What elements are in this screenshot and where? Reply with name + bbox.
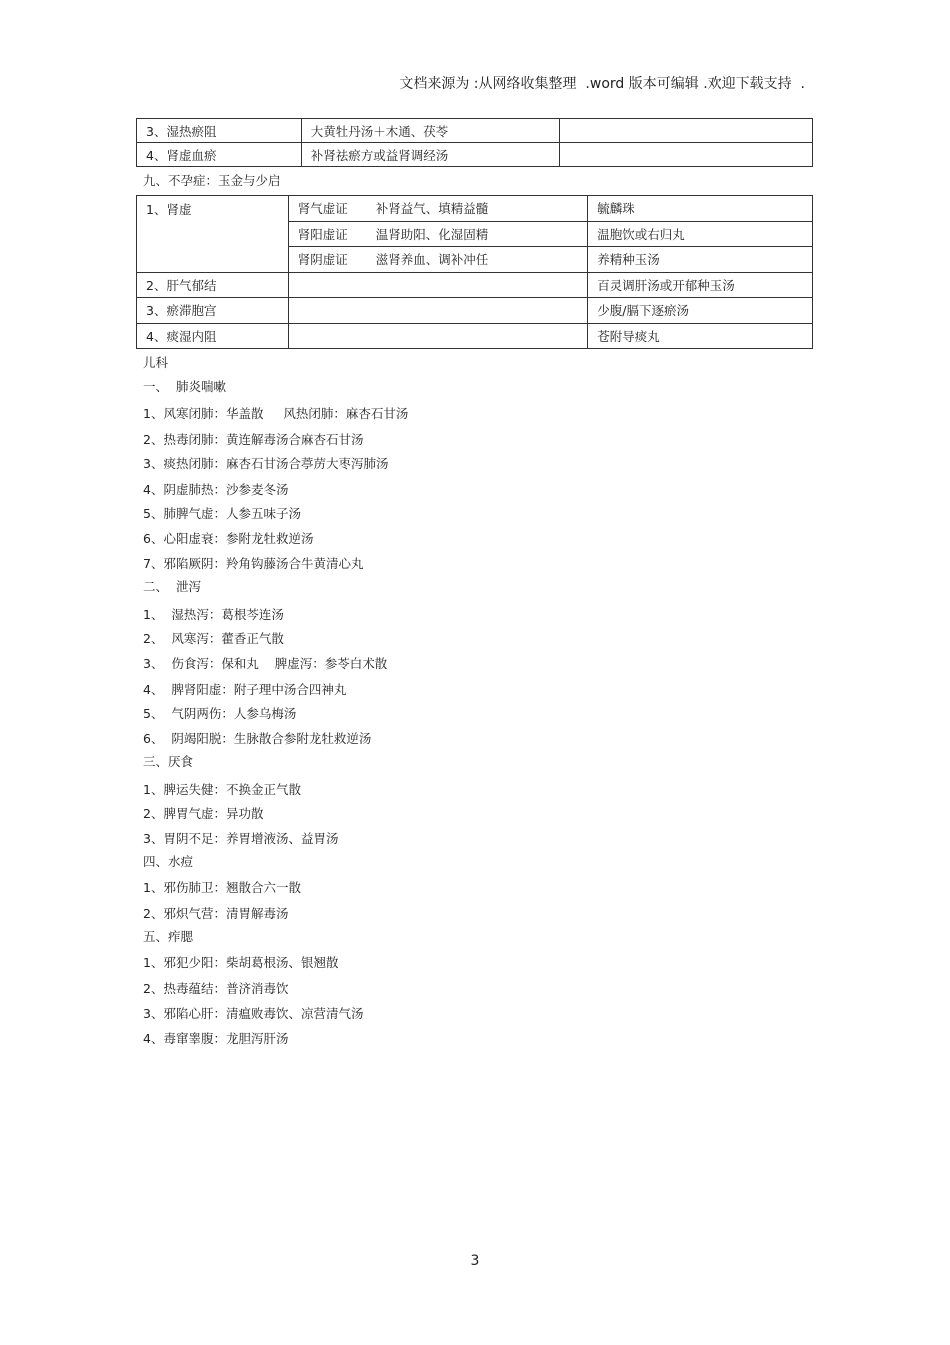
table-row xyxy=(137,298,813,324)
table-cell xyxy=(288,196,588,222)
list-item: 5、肺脾气虚：人参五味子汤 xyxy=(143,506,301,521)
section-heading: 一、 肺炎喘嗽 xyxy=(143,379,226,394)
list-item: 1、 湿热泻：葛根芩连汤 xyxy=(143,607,284,622)
list-item: 6、心阳虚衰：参附龙牡救逆汤 xyxy=(143,531,314,546)
section-heading: 九、不孕症：玉金与少启 xyxy=(143,173,281,188)
table-cell xyxy=(559,143,812,167)
section-heading: 四、水痘 xyxy=(143,854,194,869)
list-item: 3、 伤食泻：保和丸 脾虚泻：参苓白术散 xyxy=(143,656,388,671)
list-item: 1、风寒闭肺：华盖散 风热闭肺：麻杏石甘汤 xyxy=(143,406,409,421)
page-number: 3 xyxy=(470,1253,480,1269)
table-row xyxy=(137,323,813,349)
list-item: 2、热毒闭肺：黄连解毒汤合麻杏石甘汤 xyxy=(143,432,364,447)
list-item: 4、阴虚肺热：沙参麦冬汤 xyxy=(143,482,289,497)
table-cell: 2、肝气郁结 xyxy=(137,272,289,298)
table-cell: 苍附导痰丸 xyxy=(588,323,813,349)
table-cell xyxy=(288,247,588,273)
list-item: 2、邪炽气营：清胃解毒汤 xyxy=(143,906,289,921)
table-cell: 养精种玉汤 xyxy=(588,247,813,273)
list-item: 2、热毒蕴结：普济消毒饮 xyxy=(143,981,289,996)
list-item: 1、脾运失健：不换金正气散 xyxy=(143,782,301,797)
syndrome-type: 肾阳虚证 xyxy=(297,226,348,242)
table-row xyxy=(137,119,813,143)
table-cell: 百灵调肝汤或开郁种玉汤 xyxy=(588,272,813,298)
table-cell: 3、瘀滞胞宫 xyxy=(137,298,289,324)
list-item: 6、 阴竭阳脱：生脉散合参附龙牡救逆汤 xyxy=(143,731,372,746)
table-cell: 1、肾虚 xyxy=(137,196,289,273)
section-heading: 五、痄腮 xyxy=(143,929,194,944)
table-cell: 4、肾虚血瘀 xyxy=(137,143,302,167)
table-cell xyxy=(288,298,588,324)
list-item: 2、脾胃气虚：异功散 xyxy=(143,806,264,821)
table-cell: 大黄牡丹汤＋木通、茯苓 xyxy=(301,119,559,143)
table-cell xyxy=(288,272,588,298)
list-item: 1、邪犯少阳：柴胡葛根汤、银翘散 xyxy=(143,955,339,970)
list-item: 3、痰热闭肺：麻杏石甘汤合葶苈大枣泻肺汤 xyxy=(143,456,389,471)
table-cell xyxy=(288,323,588,349)
table-cell: 补肾祛瘀方或益肾调经汤 xyxy=(301,143,559,167)
table-row xyxy=(137,196,813,222)
table-cell: 毓麟珠 xyxy=(588,196,813,222)
treatment-method: 补肾益气、填精益髓 xyxy=(375,201,489,217)
treatment-method: 温肾助阳、化湿固精 xyxy=(375,226,489,242)
list-item: 7、邪陷厥阴：羚角钩藤汤合牛黄清心丸 xyxy=(143,556,364,571)
table-continued xyxy=(136,118,813,167)
list-item: 4、毒窜睾腹：龙胆泻肝汤 xyxy=(143,1031,289,1046)
table-row xyxy=(137,272,813,298)
table-infertility xyxy=(136,195,813,349)
list-item: 1、邪伤肺卫：翘散合六一散 xyxy=(143,880,301,895)
table-cell xyxy=(559,119,812,143)
list-item: 3、胃阴不足：养胃增液汤、益胃汤 xyxy=(143,831,339,846)
table-cell xyxy=(288,221,588,247)
table-cell: 4、痰湿内阻 xyxy=(137,323,289,349)
treatment-method: 滋肾养血、调补冲任 xyxy=(375,252,489,268)
section-heading: 三、厌食 xyxy=(143,754,194,769)
page-header: 文档来源为 :从网络收集整理 .word 版本可编辑 .欢迎下载支持 . xyxy=(399,76,805,92)
table-cell: 少腹/膈下逐瘀汤 xyxy=(588,298,813,324)
table-cell: 3、湿热瘀阻 xyxy=(137,119,302,143)
list-item: 2、 风寒泻：藿香正气散 xyxy=(143,631,284,646)
list-item: 4、 脾肾阳虚：附子理中汤合四神丸 xyxy=(143,682,347,697)
syndrome-type: 肾阴虚证 xyxy=(297,252,348,268)
syndrome-type: 肾气虚证 xyxy=(297,201,348,217)
list-item: 3、邪陷心肝：清瘟败毒饮、凉营清气汤 xyxy=(143,1006,364,1021)
list-item: 5、 气阴两伤：人参乌梅汤 xyxy=(143,706,297,721)
table-row xyxy=(137,143,813,167)
table-cell: 温胞饮或右归丸 xyxy=(588,221,813,247)
section-heading: 二、 泄泻 xyxy=(143,579,201,594)
section-heading: 儿科 xyxy=(143,355,169,370)
